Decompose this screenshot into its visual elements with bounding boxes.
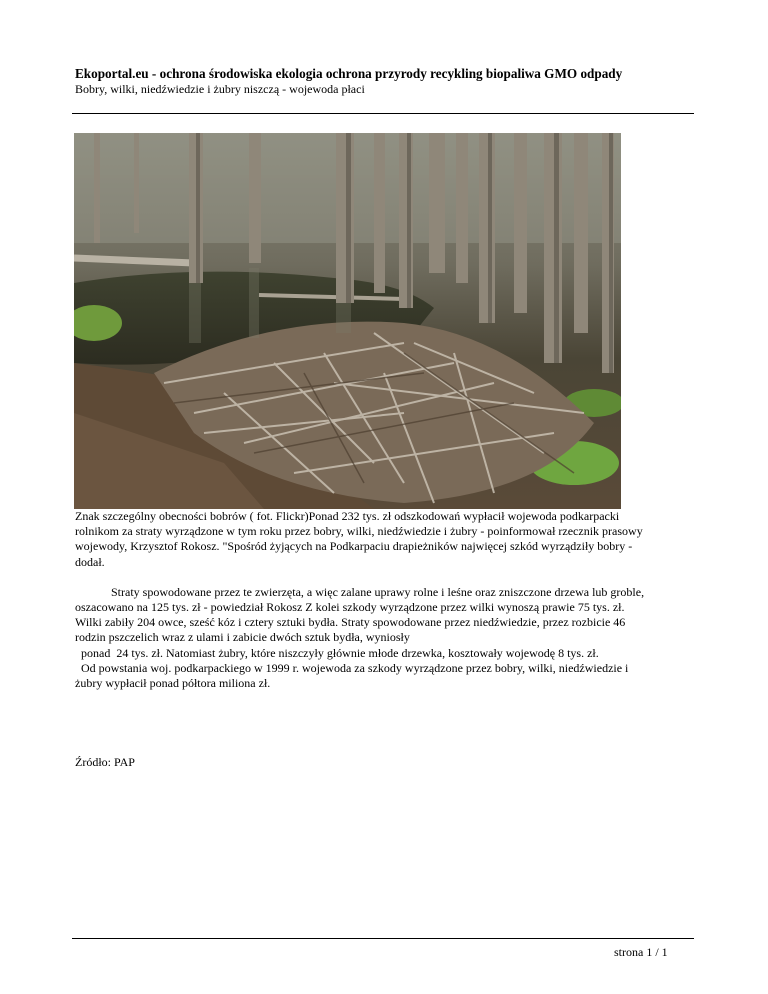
text-line: rodzin pszczelich wraz z ulami i zabicie dwóch sztuk bydła, wyniosły (75, 630, 410, 645)
text-line: oszacowano na 125 tys. zł - powiedział Rokosz Z kolei szkody wyrządzone przez wilki wynoszą prawie 75 tys. zł. (75, 600, 625, 615)
source-credit: Źródło: PAP (75, 755, 135, 769)
text-line: rolnikom za straty wyrządzone w tym roku przez bobry, wilki, niedźwiedzie i żubry - poinformował rzecznik prasowy (75, 524, 643, 539)
footer-divider (72, 938, 694, 939)
beaver-dam-photo (74, 133, 621, 509)
text-line: ponad 24 tys. zł. Natomiast żubry, które niszczyły głównie młode drzewka, kosztowały wojewodę 8 tys. zł. (75, 645, 599, 660)
text-line-content: Straty spowodowane przez te zwierzęta, a więc zalane uprawy rolne i leśne oraz zniszczone drzewa lub groble, (111, 584, 645, 599)
intro-paragraph (75, 509, 693, 570)
text-line: dodał. (75, 554, 105, 569)
page-number: strona 1 / 1 (614, 945, 668, 959)
site-title: Ekoportal.eu - ochrona środowiska ekologia ochrona przyrody recykling biopaliwa GMO odpady (75, 66, 623, 81)
text-line: wojewody, Krzysztof Rokosz. "Spośród żyjących na Podkarpaciu drapieżników najwięcej szkód wyrządziły bobry - (75, 539, 633, 554)
text-line: Od powstania woj. podkarpackiego w 1999 r. wojewoda za szkody wyrządzone przez bobry, wilki, niedźwiedzie i (75, 660, 629, 675)
article-body (75, 509, 693, 691)
text-line: Wilki zabiły 204 owce, sześć kóz i cztery sztuki bydła. Straty spowodowane przez niedźwiedzie, przez rozbicie 46 (75, 615, 626, 630)
text-line (75, 585, 693, 600)
article-headline: Bobry, wilki, niedźwiedzie i żubry niszczą - wojewoda płaci (75, 82, 365, 96)
header-divider (72, 113, 694, 114)
text-line: żubry wypłacił ponad półtora miliona zł. (75, 676, 271, 691)
text-line: Znak szczególny obecności bobrów ( fot. Flickr)Ponad 232 tys. zł odszkodowań wypłacił wojewoda podkarpacki (75, 509, 620, 523)
main-paragraph (75, 585, 693, 691)
